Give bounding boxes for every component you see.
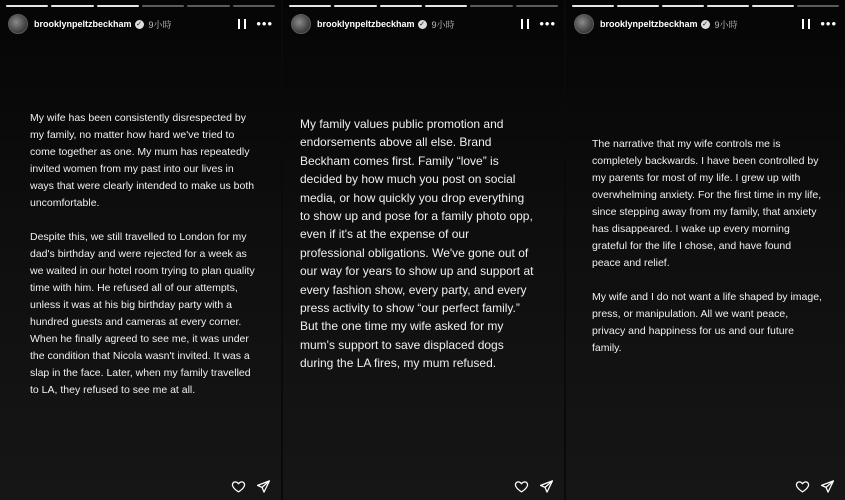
story-paragraph: Despite this, we still travelled to London for my dad's birthday and were rejected for a week as we waited in our hotel room trying to plan quality time with him. He refused all of our attempts, unless it was at his big birthday party with a hundred guests and cameras at every corner. When he finally agreed to see me, it was under the condition that Nicola wasn't invited. It was a slap in the face. Later, when my family travelled to LA, they refused to see me at all. xyxy=(30,231,255,396)
send-icon[interactable] xyxy=(820,479,835,494)
more-options-icon[interactable]: ••• xyxy=(539,16,556,31)
time-ago: 9小時 xyxy=(148,19,172,30)
time-ago: 9小時 xyxy=(714,19,738,30)
story-header xyxy=(574,14,837,34)
story-panel-3[interactable] xyxy=(566,0,845,500)
heart-icon[interactable] xyxy=(795,479,810,494)
pause-icon[interactable] xyxy=(521,19,529,29)
story-actions xyxy=(795,479,835,494)
progress-segment xyxy=(380,5,422,7)
progress-segment xyxy=(334,5,376,7)
progress-segment xyxy=(6,5,48,7)
progress-segment xyxy=(516,5,558,7)
progress-segment xyxy=(425,5,467,7)
progress-segment xyxy=(470,5,512,7)
send-icon[interactable] xyxy=(256,479,271,494)
story-progress-bar xyxy=(289,5,558,7)
progress-segment xyxy=(662,5,704,7)
progress-segment xyxy=(752,5,794,7)
story-progress-bar xyxy=(6,5,275,7)
heart-icon[interactable] xyxy=(514,479,529,494)
username[interactable]: brooklynpeltzbeckham xyxy=(317,19,415,29)
progress-segment xyxy=(617,5,659,7)
story-paragraph: My wife has been consistently disrespected by my family, no matter how hard we've tried to come together as one. My mum has repeatedly invited women from my past into our lives in ways that were clearly intended to make us both uncomfortable. xyxy=(30,112,255,209)
story-paragraph: My wife and I do not want a life shaped by image, press, or manipulation. All we want peace, privacy and happiness for us and our future family. xyxy=(592,291,822,354)
story-text xyxy=(300,115,536,390)
story-panel-1[interactable] xyxy=(0,0,281,500)
progress-segment xyxy=(142,5,184,7)
story-header xyxy=(291,14,556,34)
story-paragraph: The narrative that my wife controls me is completely backwards. I have been controlled by my parents for most of my life. I grew up with overwhelming anxiety. For the first time in my life, since stepping away from my family, that anxiety has disappeared. I wake up every morning grateful for the life I chose, and have found peace and relief. xyxy=(592,138,822,269)
more-options-icon[interactable]: ••• xyxy=(820,16,837,31)
progress-segment xyxy=(187,5,229,7)
story-text xyxy=(30,110,258,416)
pause-icon[interactable] xyxy=(238,19,246,29)
progress-segment xyxy=(797,5,839,7)
avatar[interactable] xyxy=(574,14,594,34)
avatar[interactable] xyxy=(8,14,28,34)
story-header xyxy=(8,14,273,34)
verified-badge-icon: ✓ xyxy=(419,20,425,28)
story-text xyxy=(592,136,822,374)
story-progress-bar xyxy=(572,5,839,7)
progress-segment xyxy=(572,5,614,7)
story-panel-2[interactable] xyxy=(283,0,564,500)
progress-segment xyxy=(233,5,275,7)
story-paragraph: My family values public promotion and endorsements above all else. Brand Beckham comes first. Family “love” is decided by how much you post on social media, or how quickly you drop everything to show up and pose for a family photo opp, even if it's at the expense of our professional obligations. We've gone out of our way for years to show up and support at every fashion show, every party, and every press activity to show “our perfect family.” But the one time my wife asked for my mum's support to save displaced dogs during the LA fires, my mum refused. xyxy=(300,117,534,371)
time-ago: 9小時 xyxy=(431,19,455,30)
story-actions xyxy=(231,479,271,494)
more-options-icon[interactable]: ••• xyxy=(256,16,273,31)
send-icon[interactable] xyxy=(539,479,554,494)
progress-segment xyxy=(707,5,749,7)
avatar[interactable] xyxy=(291,14,311,34)
username[interactable]: brooklynpeltzbeckham xyxy=(600,19,698,29)
username[interactable]: brooklynpeltzbeckham xyxy=(34,19,132,29)
progress-segment xyxy=(97,5,139,7)
progress-segment xyxy=(51,5,93,7)
pause-icon[interactable] xyxy=(802,19,810,29)
progress-segment xyxy=(289,5,331,7)
heart-icon[interactable] xyxy=(231,479,246,494)
verified-badge-icon: ✓ xyxy=(702,20,708,28)
verified-badge-icon: ✓ xyxy=(136,20,142,28)
story-actions xyxy=(514,479,554,494)
